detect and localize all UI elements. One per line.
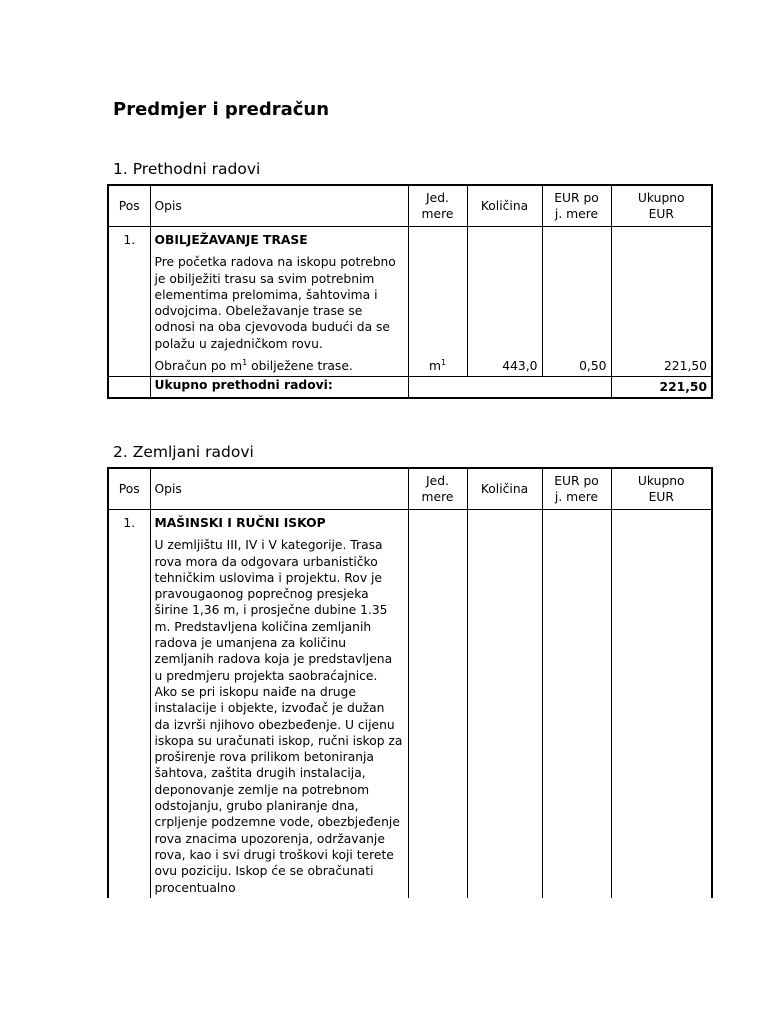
total-label: Ukupno prethodni radovi: — [150, 377, 408, 399]
header-eur-po-jed: EUR po j. mere — [542, 185, 611, 227]
item-calc-note: Obračun po $m^1$ obilježene trase. — [154, 358, 353, 374]
item-name: OBILJEŽAVANJE TRASE — [154, 233, 308, 247]
item-description: Pre početka radova na iskopu potrebno je obilježiti trasu sa svim potrebnim elementima prelomima, šahtovima i odvojcima. Obeležavanje trase se odnosi na oba cjevovoda budući da se polažu u zajedničkom rovu. — [154, 255, 396, 351]
item-pos: 1. — [108, 510, 150, 899]
item-description-cell — [150, 227, 408, 377]
table-zemljani-radovi — [107, 467, 713, 898]
header-ukupno: Ukupno EUR — [611, 185, 712, 227]
header-pos: Pos — [108, 468, 150, 510]
item-quantity: 443,0 — [467, 227, 542, 377]
header-jed-mere: Jed. mere — [408, 185, 467, 227]
item-description-cell — [150, 510, 408, 899]
item-unit-price: 0,50 — [542, 227, 611, 377]
item-pos: 1. — [108, 227, 150, 377]
header-ukupno: Ukupno EUR — [611, 468, 712, 510]
header-jed-mere: Jed. mere — [408, 468, 467, 510]
item-unit: $m^1$ — [408, 227, 467, 377]
table-header-row — [108, 468, 712, 510]
table-row — [108, 227, 712, 377]
header-eur-po-jed: EUR po j. mere — [542, 468, 611, 510]
header-opis: Opis — [150, 468, 408, 510]
table-row — [108, 510, 712, 899]
table-prethodni-radovi — [107, 184, 713, 399]
section-heading-zemljani-radovi: 2. Zemljani radovi — [113, 443, 254, 461]
page-title: Predmjer i predračun — [113, 99, 330, 120]
total-value: 221,50 — [611, 377, 712, 399]
item-name: MAŠINSKI I RUČNI ISKOP — [154, 516, 326, 530]
total-row — [108, 377, 712, 399]
section-heading-prethodni-radovi: 1. Prethodni radovi — [113, 160, 261, 178]
header-kolicina: Količina — [467, 185, 542, 227]
header-pos: Pos — [108, 185, 150, 227]
header-opis: Opis — [150, 185, 408, 227]
table-header-row — [108, 185, 712, 227]
item-total: 221,50 — [611, 227, 712, 377]
item-description: U zemljištu III, IV i V kategorije. Trasa rova mora da odgovara urbanističko tehničkim uslovima i projektu. Rov je pravougaonog poprečnog presjeka širine 1,36 m, i prosječne dubine 1.35 m. Predstavljena količina zemljanih radova je umanjena za količinu zemljanih radova koja je predstavljena u predmjeru projekta saobraćajnice. Ako se pri iskopu naiđe na druge instalacije i objekte, izvođač je dužan da izvrši njihovo obezbeđenje. U cijenu iskopa su uračunati iskop, ručni iskop za proširenje rova prilikom betoniranja šahtova, zaštita drugih instalacija, deponovanje zemlje na potrebnom odstojanju, grubo planiranje dna, crpljenje podzemne vode, obezbjeđenje rova znacima upozorenja, održavanje rova, kao i svi drugi troškovi koji terete ovu poziciju. Iskop će se obračunati procentualno — [154, 538, 403, 895]
header-kolicina: Količina — [467, 468, 542, 510]
